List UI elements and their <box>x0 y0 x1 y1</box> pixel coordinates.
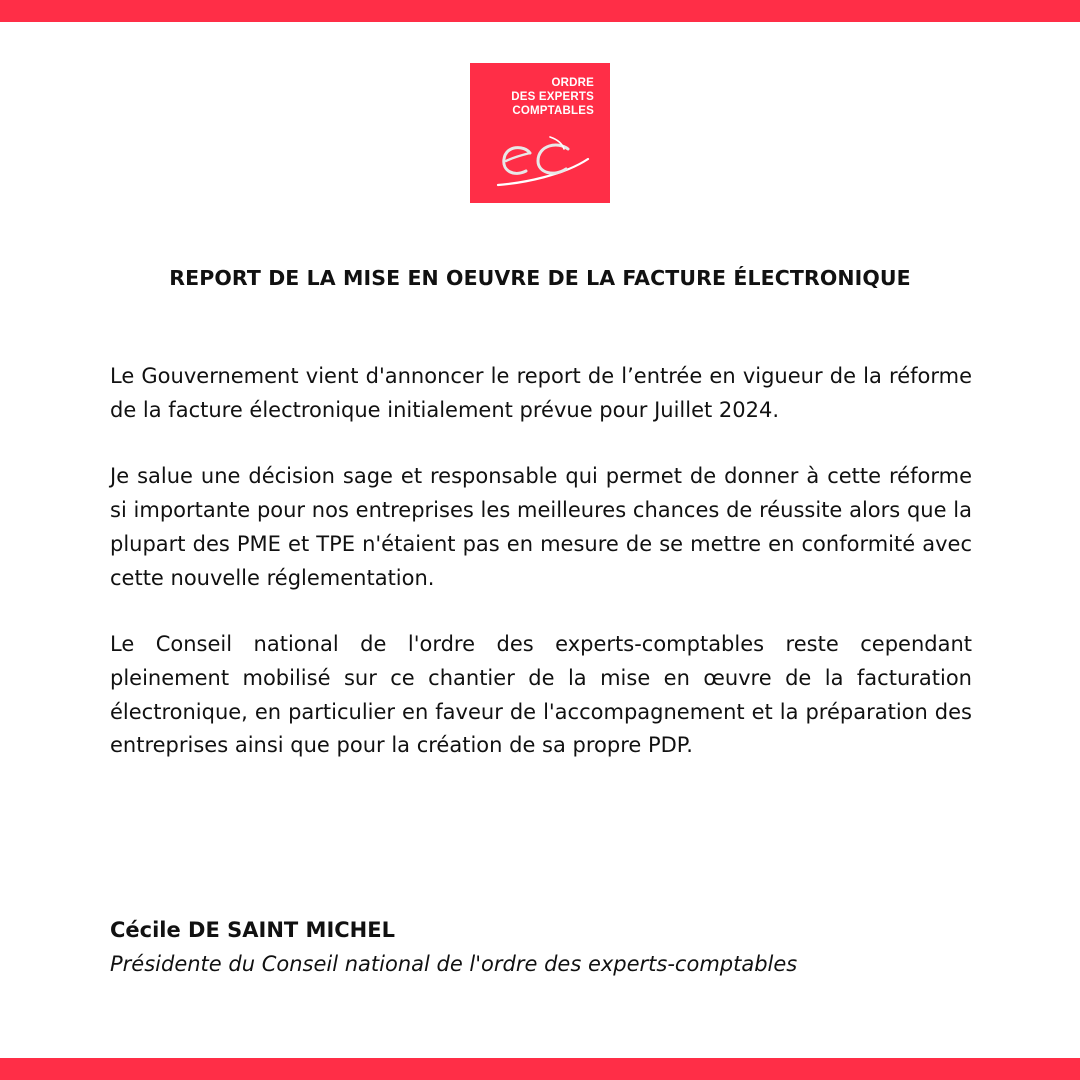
ec-monogram-icon <box>484 133 596 189</box>
signatory-name: Cécile DE SAINT MICHEL <box>110 918 395 942</box>
logo-wordmark <box>511 76 594 118</box>
statement-body <box>110 360 972 796</box>
logo-line-3: COMPTABLES <box>512 105 594 117</box>
top-border-band <box>0 0 1080 22</box>
bottom-border-band <box>0 1058 1080 1080</box>
logo-line-2: DES EXPERTS <box>511 91 594 103</box>
signatory-role: Présidente du Conseil national de l'ordre des experts-comptables <box>110 952 798 976</box>
page-title: REPORT DE LA MISE EN OEUVRE DE LA FACTURE ÉLECTRONIQUE <box>169 266 911 290</box>
ordre-experts-comptables-logo <box>470 63 610 203</box>
paragraph-announcement: Le Gouvernement vient d'annoncer le report de l’entrée en vigueur de la réforme de la facture électronique initialement prévue pour Juillet 2024. <box>110 364 972 422</box>
logo-line-1: ORDRE <box>551 77 594 89</box>
paragraph-decision: Je salue une décision sage et responsable qui permet de donner à cette réforme si importante pour nos entreprises les meilleures chances de réussite alors que la plupart des PME et TPE n'étaient pas en mesure de se mettre en conformité avec cette nouvelle réglementation. <box>110 464 972 590</box>
paragraph-mobilisation: Le Conseil national de l'ordre des experts-comptables reste cependant pleinement mobilisé sur ce chantier de la mise en œuvre de la facturation électronique, en particulier en faveur de l'accompagnement et la préparation des entreprises ainsi que pour la création de sa propre PDP. <box>110 632 972 758</box>
signature-block <box>110 913 972 981</box>
